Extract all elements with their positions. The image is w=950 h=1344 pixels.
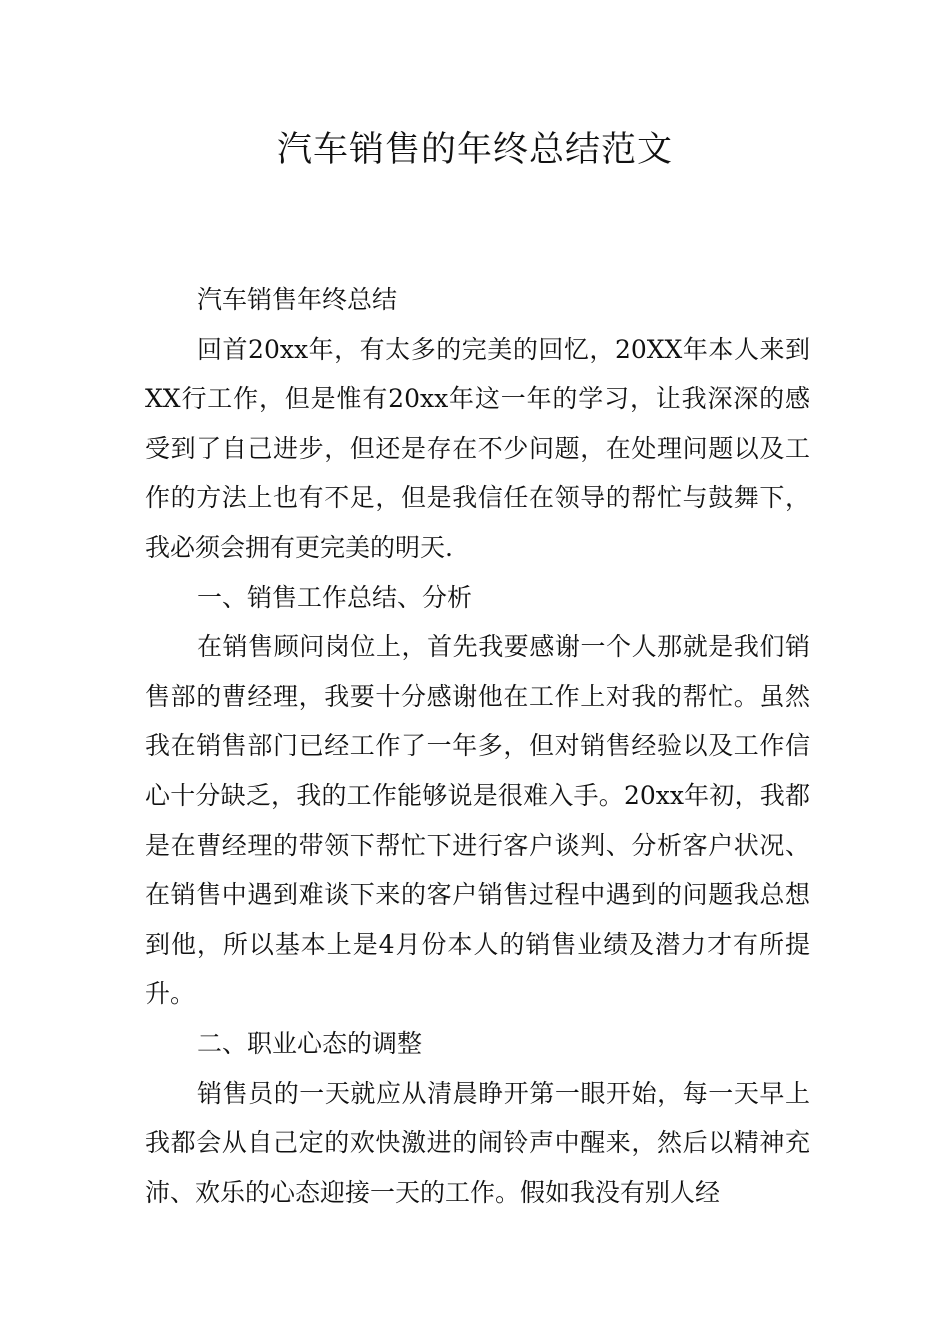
section-heading-sales-summary: 一、销售工作总结、分析 (197, 582, 473, 612)
document-title: 汽车销售的年终总结范文 (276, 130, 673, 170)
document-body (145, 275, 810, 1217)
paragraph-sales-summary: 在销售顾问岗位上，首先我要感谢一个人那就是我们销售部的曹经理，我要十分感谢他在工作上对我的帮忙。虽然我在销售部门已经工作了一年多，但对销售经验以及工作信心十分缺乏，我的工作能够说是很难入手。20xx年初，我都是在曹经理的带领下帮忙下进行客户谈判、分析客户状况、在销售中遇到难谈下来的客户销售过程中遇到的问题我总想到他，所以基本上是4月份本人的销售业绩及潜力才有所提升。 (145, 632, 810, 1009)
section-heading-mindset: 二、职业心态的调整 (197, 1028, 423, 1058)
paragraph-mindset: 销售员的一天就应从清晨睁开第一眼开始，每一天早上我都会从自己定的欢快激进的闹铃声中醒来，然后以精神充沛、欢乐的心态迎接一天的工作。假如我没有别人经 (145, 1078, 810, 1207)
paragraph-intro: 回首20xx年，有太多的完美的回忆，20XX年本人来到XX行工作，但是惟有20xx年这一年的学习，让我深深的感受到了自己进步，但还是存在不少问题，在处理问题以及工作的方法上也有不足，但是我信任在领导的帮忙与鼓舞下，我必须会拥有更完美的明天. (145, 334, 810, 562)
paragraph-subtitle: 汽车销售年终总结 (197, 285, 398, 314)
